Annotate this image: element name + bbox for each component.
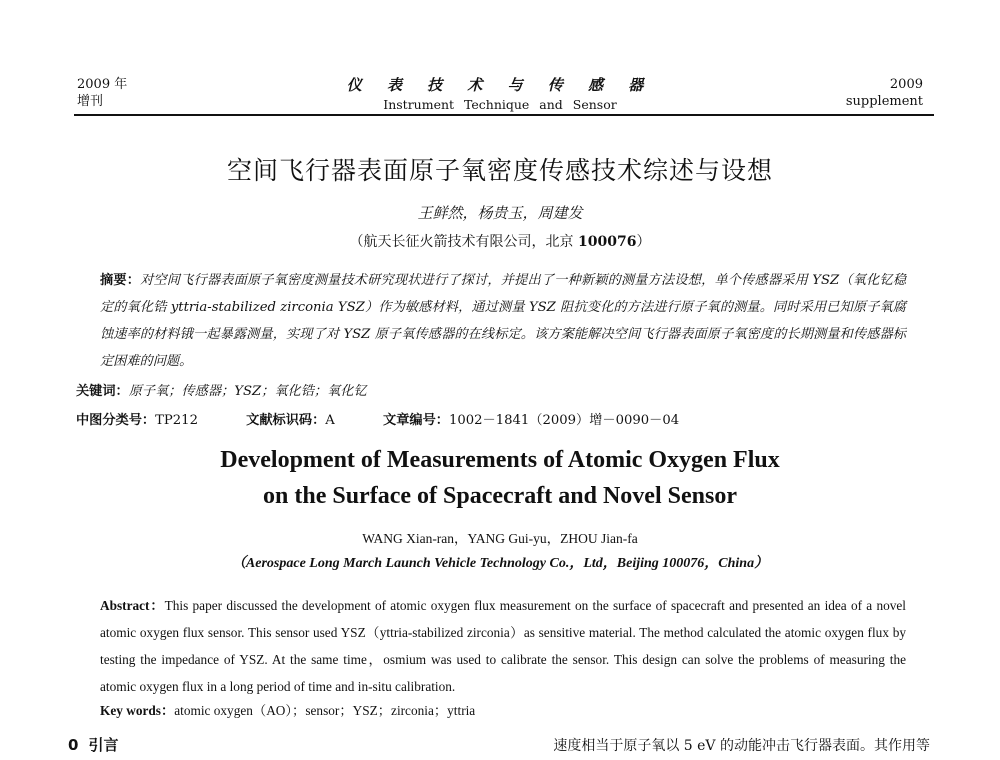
authors-en: WANG Xian-ran，YANG Gui-yu，ZHOU Jian-fa [362,531,638,546]
keywords-cn [76,380,367,399]
paper-title-en-line1: Development of Measurements of Atomic Oxygen Flux [220,447,780,473]
abstract-cn-text: 对空间飞行器表面原子氧密度测量技术研究现状进行了探讨，并提出了一种新颖的测量方法设想，单个传感器采用 YSZ（氧化钇稳定的氧化锆 yttria-stabilized zirconia YSZ）作为敏感材料，通过测量 YSZ 阻抗变化的方法进行原子氧的测量。同时采用已知原子氧腐蚀速率的材料锇一起暴露测量，实现了对 YSZ 原子氧传感器的在线标定。该方案能解决空间飞行器表面原子氧密度的长期测量和传感器标定困难的问题。 [100,273,907,369]
classification-line [76,409,723,428]
doc-code-value: A [325,413,335,428]
paper-title-en [0,442,1000,514]
journal-name-cn: 仪 表 技 术 与 传 感 器 [346,76,654,94]
abstract-en [100,592,906,700]
abstract-cn-label: 摘要： [100,273,141,288]
affiliation-cn-prefix: （航天长征火箭技术有限公司，北京 [349,234,574,250]
keywords-en-text: atomic oxygen（AO）；sensor；YSZ；zirconia；yttria [174,703,476,718]
header-rule [74,114,934,116]
abstract-en-label: Abstract： [100,598,165,613]
paper-title-cn: 空间飞行器表面原子氧密度传感技术综述与设想 [226,156,773,185]
affiliation-cn-suffix: ） [636,234,651,250]
keywords-en [100,700,475,719]
affiliation-cn [0,231,1000,251]
doc-code-label: 文献标识码： [246,413,326,428]
section-title: 引言 [88,736,119,754]
affiliation-en: （Aerospace Long March Launch Vehicle Technology Co.，Ltd，Beijing 100076，China） [231,556,769,571]
header-issue-en: supplement [845,94,923,109]
section-number: 0 [68,736,79,754]
abstract-cn [100,267,906,375]
article-number-value: 1002－1841（2009）增－0090－04 [448,413,680,428]
article-number-label: 文章编号： [383,413,449,428]
header-year-cn: 2009 年 [77,77,128,92]
clc-value: TP212 [155,413,198,428]
abstract-en-text: This paper discussed the development of atomic oxygen flux measurement on the surface of spacecraft and presented an idea of a novel atomic oxygen flux sensor. This sensor used YSZ（yttria-stabilized zirconia）as sensitive material. The method calculated the atomic oxygen flux by testing the impedance of YSZ. At the same time，osmium was used to calibrate the sensor. This design can solve the problems of measuring the atomic oxygen flux in a long period of time and in-situ calibration. [100,598,906,694]
authors-cn: 王鲜然，杨贵玉，周建发 [417,204,583,222]
header-issue-cn: 增刊 [77,94,104,109]
header-right [846,76,923,110]
header-year-en: 2009 [889,77,923,92]
keywords-cn-label: 关键词： [76,384,129,399]
affiliation-cn-postcode: 100076 [578,234,637,250]
section-heading [68,734,118,755]
journal-name-en: Instrument Technique and Sensor [383,97,617,112]
keywords-cn-text: 原子氧；传感器；YSZ；氧化锆；氧化钇 [128,384,367,399]
paper-title-en-line2: on the Surface of Spacecraft and Novel Sensor [263,483,737,509]
clc-label: 中图分类号： [76,413,156,428]
body-column-2-first-line: 速度相当于原子氧以 5 eV 的动能冲击飞行器表面。其作用等 [553,738,930,754]
keywords-en-label: Key words： [100,703,175,718]
